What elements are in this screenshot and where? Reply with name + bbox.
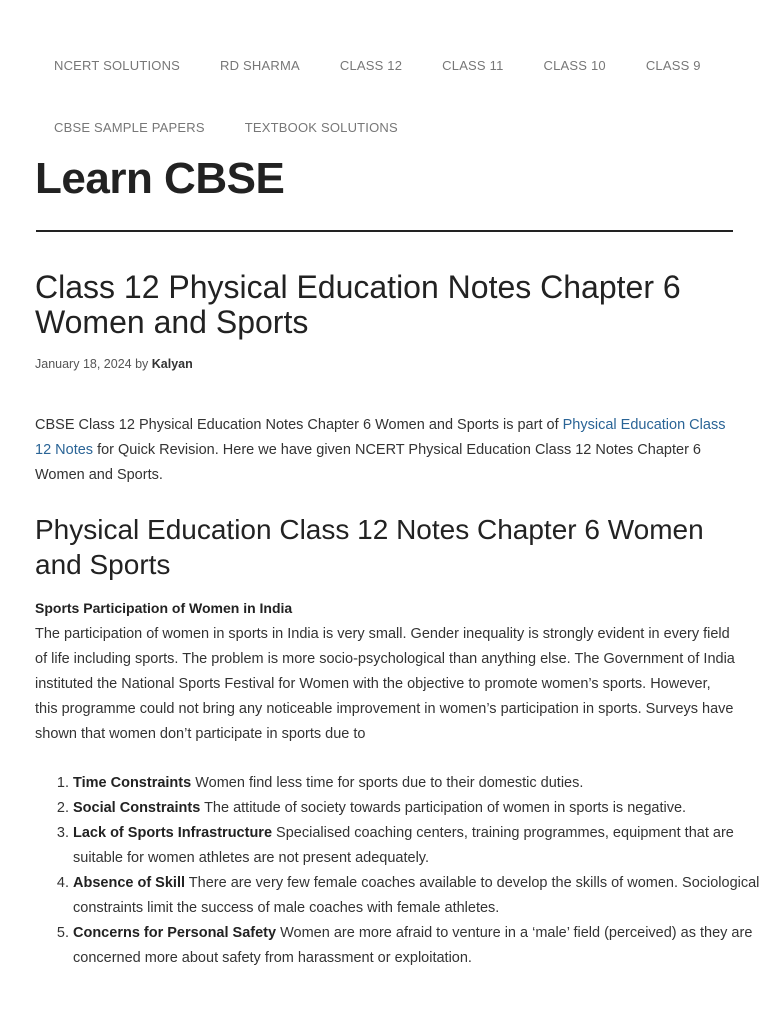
section-heading: Physical Education Class 12 Notes Chapter 6 Women and Sports xyxy=(35,514,704,580)
nav-item-rd-sharma[interactable]: RD SHARMA xyxy=(220,58,300,73)
nav-item-class-9[interactable]: CLASS 9 xyxy=(645,58,701,73)
post-date: January 18, 2024 xyxy=(35,357,132,371)
nav-item-textbook-solutions[interactable]: TEXTBOOK SOLUTIONS xyxy=(244,120,398,135)
nav-item-class-10[interactable]: CLASS 10 xyxy=(543,58,606,73)
list-item-text: Specialised coaching centers, training programmes, equipment that are suitable for women athletes are not present adequately. xyxy=(73,825,734,866)
intro-text-post: for Quick Revision. Here we have given NCERT Physical Education Class 12 Notes Chapter 6 Women and Sports. xyxy=(35,442,701,483)
list-item-term: Social Constraints xyxy=(73,800,201,816)
physical-education-notes-link[interactable]: Physical Education Class 12 Notes xyxy=(35,417,726,458)
body-paragraph: The participation of women in sports in India is very small. Gender inequality is strongly evident in every field of life including sports. The problem is more socio-psychological than anything else. The Government of India instituted the National Sports Festival for Women with the objective to promote women’s sports. However, this programme could not bring any noticeable improvement in women’s participation in sports. Surveys have shown that women don’t participate in sports due to xyxy=(35,626,735,742)
list-item-text: The attitude of society towards participation of women in sports is negative. xyxy=(200,800,687,816)
list-item-text: Women are more afraid to venture in a ‘male’ field (perceived) as they are concerned more about safety from harassment or exploitation. xyxy=(73,925,753,966)
list-item-term: Absence of Skill xyxy=(73,875,186,891)
sub-heading: Sports Participation of Women in India xyxy=(35,600,293,616)
list-item xyxy=(73,796,768,821)
list-item-term: Time Constraints xyxy=(73,775,192,791)
list-item xyxy=(73,771,768,796)
list-item xyxy=(73,921,768,971)
header-divider xyxy=(36,230,733,232)
nav-item-cbse-sample-papers[interactable]: CBSE SAMPLE PAPERS xyxy=(54,120,205,135)
list-item-text: There are very few female coaches available to develop the skills of women. Sociological constraints limit the success of male coaches with female athletes. xyxy=(73,875,760,916)
intro-paragraph xyxy=(35,413,735,488)
list-item-text: Women find less time for sports due to their domestic duties. xyxy=(191,775,584,791)
article-meta xyxy=(35,357,193,371)
nav-row-1 xyxy=(34,58,721,73)
intro-text-pre: CBSE Class 12 Physical Education Notes Chapter 6 Women and Sports is part of xyxy=(35,417,563,433)
nav-item-class-11[interactable]: CLASS 11 xyxy=(442,58,504,73)
list-item-term: Concerns for Personal Safety xyxy=(73,925,277,941)
article-title: Class 12 Physical Education Notes Chapter 6 Women and Sports xyxy=(35,269,681,340)
list-item-term: Lack of Sports Infrastructure xyxy=(73,825,273,841)
constraints-list xyxy=(35,771,768,971)
list-item xyxy=(73,821,768,871)
author-link[interactable]: Kalyan xyxy=(151,357,193,371)
by-label: by xyxy=(135,357,149,371)
list-item xyxy=(73,871,768,921)
nav-item-ncert-solutions[interactable]: NCERT SOLUTIONS xyxy=(54,58,181,73)
nav-row-2 xyxy=(34,120,418,135)
site-title[interactable]: Learn CBSE xyxy=(35,154,285,203)
nav-item-class-12[interactable]: CLASS 12 xyxy=(339,58,403,73)
